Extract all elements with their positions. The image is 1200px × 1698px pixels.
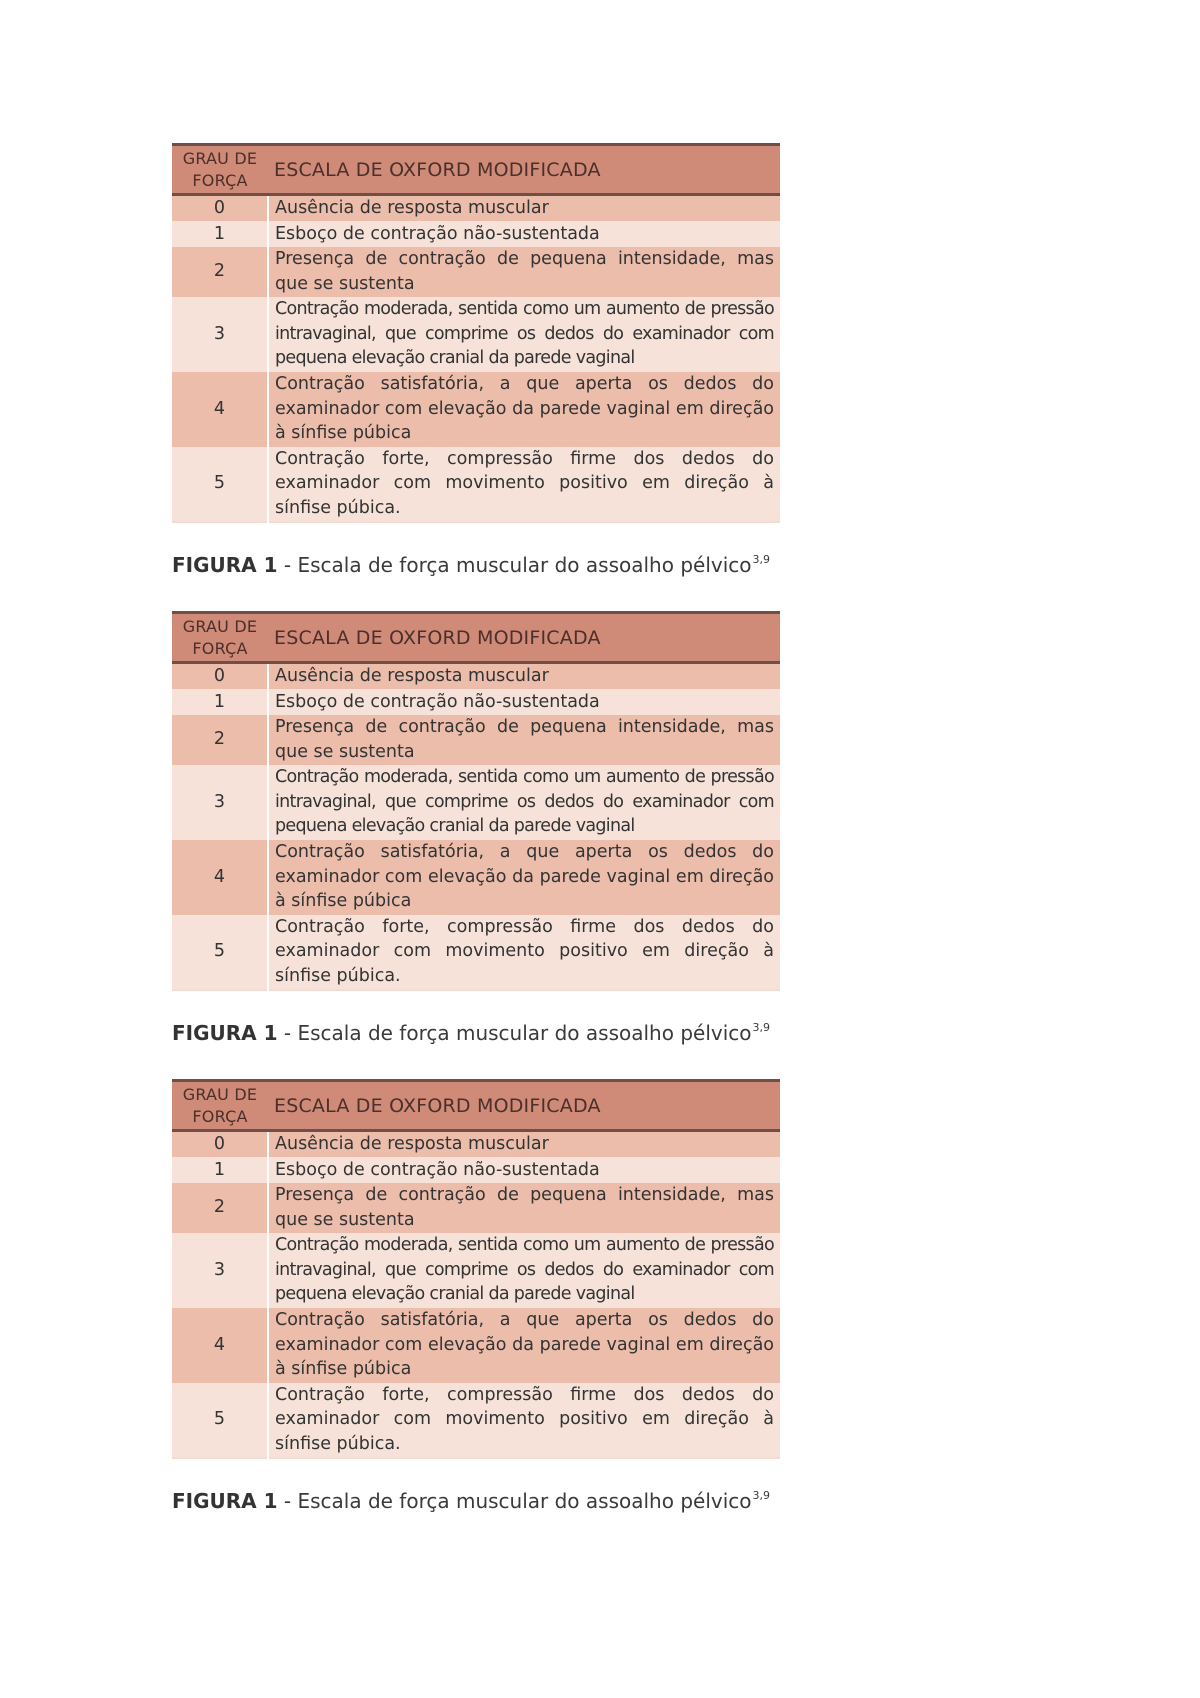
description-cell: Contração forte, compressão firme dos dedos do examinador com movimento positivo em direção à sínfise púbica.	[268, 915, 780, 990]
grau-header-line2: FORÇA	[192, 170, 248, 190]
description-cell: Ausência de resposta muscular	[268, 663, 780, 689]
oxford-scale-table	[172, 611, 780, 991]
figure-label: FIGURA 1	[172, 1020, 278, 1045]
grau-header-line1: GRAU DE	[182, 616, 258, 636]
grau-cell: 4	[172, 1308, 268, 1383]
grau-cell: 0	[172, 663, 268, 689]
grau-cell: 3	[172, 297, 268, 372]
description-cell: Contração satisfatória, a que aperta os dedos do examinador com elevação da parede vaginal em direção à sínfise púbica	[268, 1308, 780, 1383]
grau-de-forca-header	[172, 145, 268, 195]
description-cell: Esboço de contração não-sustentada	[268, 221, 780, 247]
description-cell: Contração forte, compressão firme dos dedos do examinador com movimento positivo em direção à sínfise púbica.	[268, 1383, 780, 1458]
escala-header: ESCALA DE OXFORD MODIFICADA	[268, 145, 780, 195]
table-row	[172, 247, 780, 297]
table-row	[172, 297, 780, 372]
caption-reference: 3,9	[752, 1488, 770, 1502]
table-row	[172, 1308, 780, 1383]
grau-cell: 3	[172, 765, 268, 840]
grau-cell: 0	[172, 195, 268, 221]
caption-text: - Escala de força muscular do assoalho pélvico	[277, 552, 752, 577]
table-row	[172, 1183, 780, 1233]
description-cell: Presença de contração de pequena intensidade, mas que se sustenta	[268, 715, 780, 765]
description-cell: Presença de contração de pequena intensidade, mas que se sustenta	[268, 1183, 780, 1233]
grau-cell: 5	[172, 1383, 268, 1458]
description-cell: Esboço de contração não-sustentada	[268, 1157, 780, 1183]
grau-cell: 3	[172, 1233, 268, 1308]
description-cell: Ausência de resposta muscular	[268, 1131, 780, 1157]
oxford-scale-figure-1	[172, 143, 780, 577]
table-row	[172, 195, 780, 221]
table-row	[172, 1131, 780, 1157]
grau-de-forca-header	[172, 613, 268, 663]
table-row	[172, 915, 780, 990]
grau-cell: 1	[172, 689, 268, 715]
table-row	[172, 715, 780, 765]
grau-cell: 0	[172, 1131, 268, 1157]
table-row	[172, 1233, 780, 1308]
grau-cell: 4	[172, 840, 268, 915]
grau-cell: 4	[172, 372, 268, 447]
table-header-row	[172, 145, 780, 195]
description-cell: Esboço de contração não-sustentada	[268, 689, 780, 715]
oxford-scale-table	[172, 143, 780, 523]
table-row	[172, 663, 780, 689]
table-row	[172, 765, 780, 840]
table-row	[172, 447, 780, 522]
figure-label: FIGURA 1	[172, 1488, 278, 1513]
oxford-scale-table	[172, 1079, 780, 1459]
description-cell: Contração moderada, sentida como um aumento de pressão intravaginal, que comprime os dedos do examinador com pequena elevação cranial da parede vaginal	[268, 297, 780, 372]
grau-cell: 5	[172, 915, 268, 990]
caption-text: - Escala de força muscular do assoalho pélvico	[277, 1020, 752, 1045]
grau-header-line1: GRAU DE	[182, 1084, 258, 1104]
grau-cell: 2	[172, 247, 268, 297]
oxford-scale-figure-2	[172, 611, 780, 1045]
table-row	[172, 1383, 780, 1458]
description-cell: Contração moderada, sentida como um aumento de pressão intravaginal, que comprime os dedos do examinador com pequena elevação cranial da parede vaginal	[268, 765, 780, 840]
oxford-scale-figure-3	[172, 1079, 780, 1513]
escala-header: ESCALA DE OXFORD MODIFICADA	[268, 1081, 780, 1131]
table-row	[172, 840, 780, 915]
description-cell: Contração moderada, sentida como um aumento de pressão intravaginal, que comprime os dedos do examinador com pequena elevação cranial da parede vaginal	[268, 1233, 780, 1308]
grau-cell: 5	[172, 447, 268, 522]
table-header-row	[172, 613, 780, 663]
table-row	[172, 372, 780, 447]
figure-caption	[172, 1489, 780, 1513]
grau-de-forca-header	[172, 1081, 268, 1131]
figure-caption	[172, 553, 780, 577]
grau-header-line2: FORÇA	[192, 1106, 248, 1126]
caption-reference: 3,9	[752, 1020, 770, 1034]
description-cell: Contração satisfatória, a que aperta os dedos do examinador com elevação da parede vaginal em direção à sínfise púbica	[268, 840, 780, 915]
description-cell: Ausência de resposta muscular	[268, 195, 780, 221]
grau-cell: 1	[172, 221, 268, 247]
escala-header: ESCALA DE OXFORD MODIFICADA	[268, 613, 780, 663]
caption-text: - Escala de força muscular do assoalho pélvico	[277, 1488, 752, 1513]
grau-cell: 1	[172, 1157, 268, 1183]
grau-header-line1: GRAU DE	[182, 148, 258, 168]
figure-caption	[172, 1021, 780, 1045]
table-row	[172, 689, 780, 715]
grau-header-line2: FORÇA	[192, 638, 248, 658]
grau-cell: 2	[172, 1183, 268, 1233]
table-row	[172, 221, 780, 247]
table-header-row	[172, 1081, 780, 1131]
description-cell: Contração forte, compressão firme dos dedos do examinador com movimento positivo em direção à sínfise púbica.	[268, 447, 780, 522]
description-cell: Presença de contração de pequena intensidade, mas que se sustenta	[268, 247, 780, 297]
description-cell: Contração satisfatória, a que aperta os dedos do examinador com elevação da parede vaginal em direção à sínfise púbica	[268, 372, 780, 447]
caption-reference: 3,9	[752, 552, 770, 566]
table-row	[172, 1157, 780, 1183]
figure-label: FIGURA 1	[172, 552, 278, 577]
grau-cell: 2	[172, 715, 268, 765]
